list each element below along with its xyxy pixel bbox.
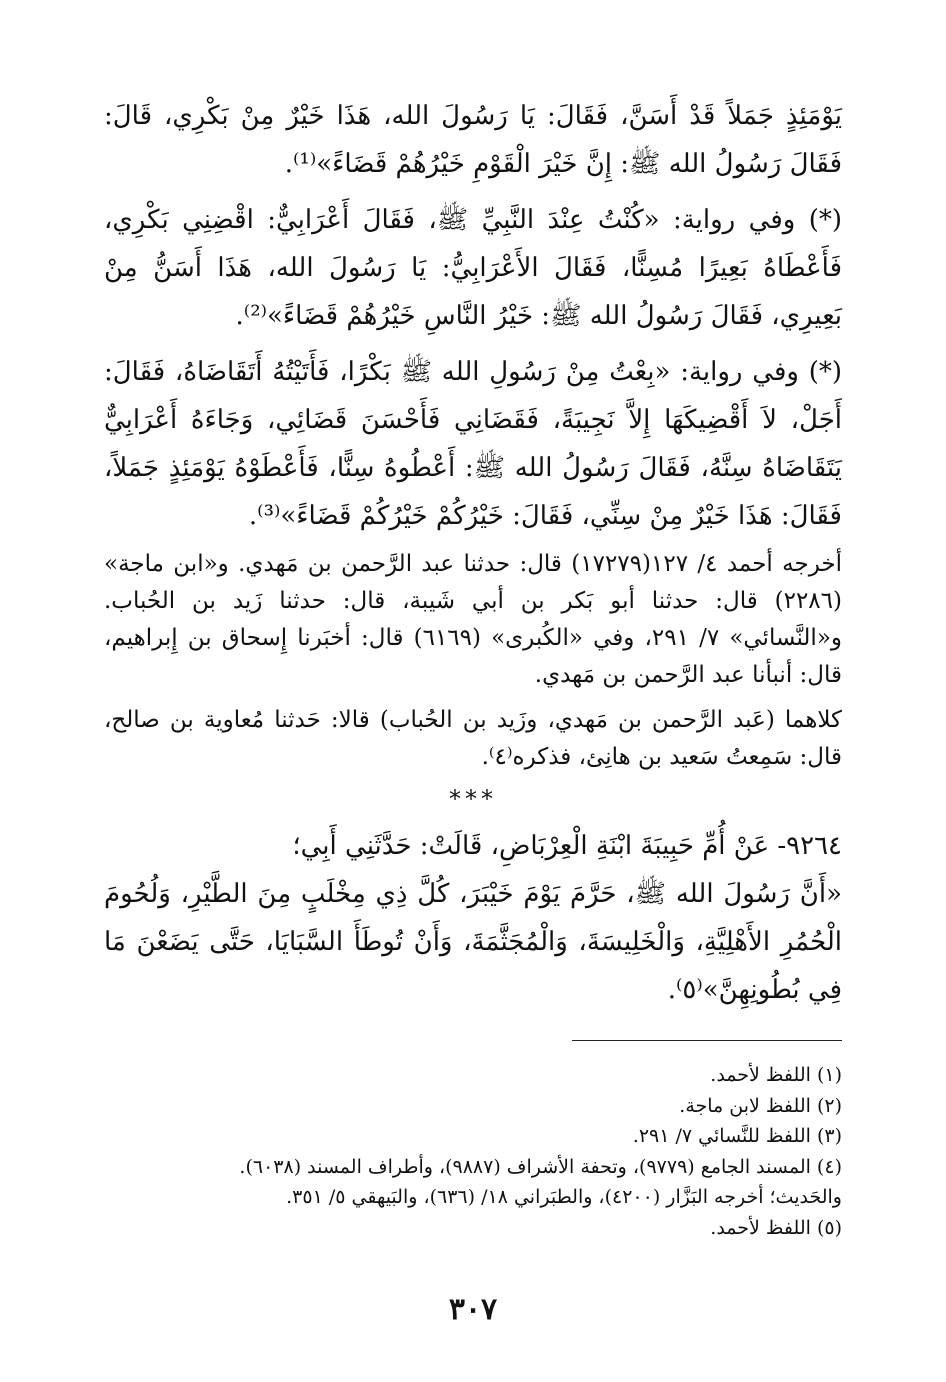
section-separator: ***: [449, 785, 497, 813]
hadith-text: «أَنَّ رَسُولَ الله ﷺ، حَرَّمَ يَوْمَ خَيْبَرَ، كُلَّ ذِي مِخْلَبٍ مِنَ الطَّيْرِ، وَلُحُومَ الْحُمُرِ الأَهْلِيَّةِ، وَالْخَلِيسَةَ، وَالْمُجَثَّمَةَ، وَأَنْ تُوطَأَ السَّبَايَا، حَتَّى يَضَعْنَ مَا فِي بُطُونِهِنَّ»⁽٥⁾.: [104, 879, 842, 1005]
paragraph-2: (*) وفي رواية: «كُنْتُ عِنْدَ النَّبِيِّ ﷺ، فَقَالَ أَعْرَابِيٌّ: اقْضِنِي بَكْرِي، فَأَعْطَاهُ بَعِيرًا مُسِنًّا، فَقَالَ الأَعْرَابِيُّ: يَا رَسُولَ الله، هَذَا أَسَنُّ مِنْ بَعِيرِي، فَقَالَ رَسُولُ الله ﷺ: خَيْرُ النَّاسِ خَيْرُهُمْ قَضَاءً»⁽²⁾.: [104, 205, 842, 331]
footnote-2: (٢) اللفظ لابن ماجة.: [679, 1094, 842, 1117]
source-paragraph-2: كلاهما (عَبد الرَّحمن بن مَهدي، وزَيد بن الحُباب) قالا: حَدثنا مُعاوية بن صالح، قال: سَمِعتُ سَعيد بن هانِئ، فذكره⁽٤⁾.: [104, 707, 842, 770]
footnote-3: (٣) اللفظ للنَّسائي ٧/ ٢٩١.: [632, 1125, 842, 1147]
source-paragraph-1: أخرجه أحمد ٤/ ١٢٧(١٧٢٧٩) قال: حدثنا عبد الرَّحمن بن مَهدي. و«ابن ماجة» (٢٢٨٦) قال: حدثنا أبو بَكر بن أبي شَيبة، قال: حدثنا زَيد بن الحُباب. و«النَّسائي» ٧/ ٢٩١، وفي «الكُبرى» (٦١٦٩) قال: أخبَرنا إِسحاق بن إِبراهيم، قال: أنبأنا عبد الرَّحمن بن مَهدي.: [104, 551, 843, 688]
footnote-4: (٤) المسند الجامع (٩٧٧٩)، وتحفة الأشراف (٩٨٨٧)، وأطراف المسند (٦٠٣٨).: [239, 1155, 842, 1178]
footnotes: [104, 1060, 842, 1243]
footnote-divider: [572, 1040, 842, 1041]
footnote-5: (٥) اللفظ لأحمد.: [710, 1216, 842, 1239]
main-text: [104, 92, 842, 1022]
paragraph-1: يَوْمَئِذٍ جَمَلاً قَدْ أَسَنَّ، فَقَالَ: يَا رَسُولَ الله، هَذَا خَيْرٌ مِنْ بَكْرِي، قَالَ: فَقَالَ رَسُولُ الله ﷺ: إِنَّ خَيْرَ الْقَوْمِ خَيْرُهُمْ قَضَاءً»⁽¹⁾.: [104, 101, 842, 179]
paragraph-3: (*) وفي رواية: «بِعْتُ مِنْ رَسُولِ الله ﷺ بَكْرًا، فَأَتَيْتُهُ أَتَقَاضَاهُ، فَقَالَ: أَجَلْ، لاَ أَقْضِيكَهَا إِلاَّ نَجِيبَةً، فَقَضَانِي فَأَحْسَنَ قَضَائِي، وَجَاءَهُ أَعْرَابِيٌّ يَتَقَاضَاهُ سِنَّهُ، فَقَالَ رَسُولُ الله ﷺ: أَعْطُوهُ سِنًّا، فَأَعْطَوْهُ يَوْمَئِذٍ جَمَلاً، فَقَالَ: هَذَا خَيْرٌ مِنْ سِنِّي، فَقَالَ: خَيْرُكُمْ خَيْرُكُمْ قَضَاءً»⁽³⁾.: [104, 357, 842, 531]
footnote-4-continued: والحَديث؛ أخرجه البَزَّار (٤٢٠٠)، والطبَراني ١٨/ (٦٣٦)، والبَيهقي ٥/ ٣٥١.: [286, 1186, 842, 1208]
hadith-title: ٩٢٦٤- عَنْ أُمِّ حَبِيبَةَ ابْنَةِ الْعِرْبَاضِ، قَالَتْ: حَدَّثَنِي أَبِي؛: [292, 831, 842, 861]
footnote-1: (١) اللفظ لأحمد.: [710, 1064, 842, 1086]
page-number: ٣٠٧: [448, 1292, 498, 1327]
